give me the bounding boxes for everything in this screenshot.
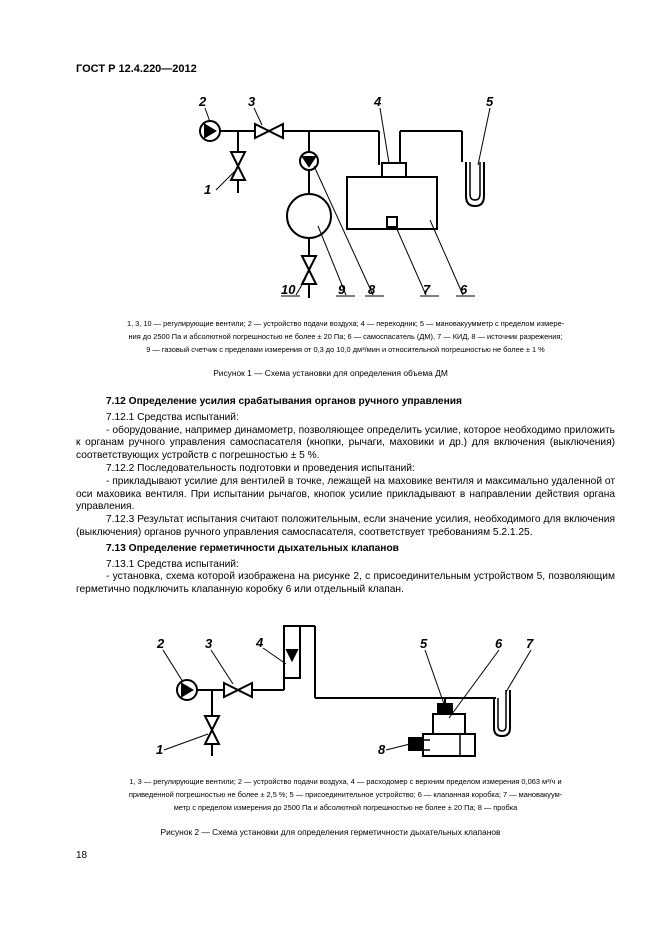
fig1-label-8: 8 [368, 282, 376, 297]
document-header: ГОСТ Р 12.4.220—2012 [76, 63, 197, 75]
valve-3 [255, 124, 283, 138]
figure-2-diagram [0, 620, 661, 770]
fig1-label-7: 7 [423, 282, 431, 297]
fig2-valve-3 [224, 683, 252, 697]
section-7-13-1-text: - установка, схема которой изображена на рисунке 2, с присоединительным устройством 5, позволяющим герметично подключить клапанную коробку 6 или отдельный клапан. [76, 571, 615, 596]
fig1-label-5: 5 [486, 94, 494, 109]
page-number: 18 [76, 850, 88, 861]
figure-1-legend [76, 317, 615, 356]
fig2-plug-8 [409, 738, 423, 750]
fig1-label-3: 3 [248, 94, 256, 109]
fig1-legend-line-2: ния до 2500 Па и абсолютной погрешностью не более ± 20 Па; 6 — самоспасатель (ДМ), 7 — КИД, 8 — источник разрежения; [128, 332, 563, 341]
figure-2-caption: Рисунок 2 — Схема установки для определения герметичности дыхательных клапанов [160, 827, 501, 837]
section-7-12-1-text: - оборудование, например динамометр, позволяющее определить усилие, которое необходимо приложить к органам ручного управления самоспасателя (кнопки, рычаги, маховики и др.) для включения (выключения) соответствующих устройств с погрешностью ± 5 %. [76, 424, 615, 462]
fig2-valve-1 [205, 716, 219, 744]
fig2-label-6: 6 [495, 636, 503, 651]
fig2-label-8: 8 [378, 742, 386, 757]
valve-1 [231, 152, 245, 180]
fig2-legend-line-3: метр с пределом измерения до 2500 Па и абсолютной погрешностью не более ± 20 Па; 8 — пробка [173, 803, 518, 812]
fig1-legend-line-1: 1, 3, 10 — регулирующие вентили; 2 — устройство подачи воздуха; 4 — переходник; 5 — мановакуумметр с пределом измере- [126, 319, 565, 328]
section-7-13-title: 7.13 Определение герметичности дыхательных клапанов [106, 542, 399, 554]
valve-10 [302, 256, 316, 284]
fig2-label-2: 2 [157, 636, 165, 651]
fig2-legend-line-1: 1, 3 — регулирующие вентили; 2 — устройство подачи воздуха, 4 — расходомер с верхним пределом измерения 0,063 м³/ч и [129, 777, 562, 786]
fig1-label-10: 10 [281, 282, 296, 297]
section-7-12-2-text: - прикладывают усилие для вентилей в точке, лежащей на маховике вентиля и максимально удаленной от оси маховика вентиля. При испытании рычагов, кнопок усилие прикладывают в направлении действия органа управления. [76, 475, 615, 513]
fig1-label-1: 1 [204, 182, 212, 197]
section-7-12-2: 7.12.2 Последовательность подготовки и проведения испытаний: [106, 462, 415, 474]
figure-1-diagram [0, 90, 661, 310]
fig1-label-4: 4 [374, 94, 382, 109]
section-7-12-3: 7.12.3 Результат испытания считают положительным, если значение усилия, необходимого для включения (выключения) органов ручного управления самоспасателя, соответствует требованиям 5.2.1.25. [76, 514, 615, 538]
gas-meter-9 [287, 194, 331, 238]
figure-1-caption: Рисунок 1 — Схема установки для определения объема ДМ [213, 368, 448, 378]
section-7-12-title: 7.12 Определение усилия срабатывания органов ручного управления [106, 396, 462, 407]
self-rescuer-box-6 [347, 177, 437, 229]
section-7-12-1: 7.12.1 Средства испытаний: [106, 411, 239, 423]
fig2-label-4: 4 [256, 635, 264, 650]
fig2-label-7: 7 [526, 636, 534, 651]
adapter-4 [382, 163, 406, 177]
fig2-valve-box-6 [423, 734, 475, 756]
fig1-legend-line-3: 9 — газовый счетчик с пределами измерения от 0,3 до 10,0 дм³/мин и относительной погрешностью не более ± 1 % [146, 345, 545, 354]
figure-2-svg [0, 620, 661, 770]
figure-1-svg [0, 90, 661, 310]
fig2-label-5: 5 [420, 636, 428, 651]
fig2-legend-line-2: приведенной погрешностью не более ± 2,5 %; 5 — присоединительное устройство; 6 — клапанная коробка; 7 — мановакуум- [128, 790, 563, 799]
fig2-connector-5 [438, 704, 452, 714]
fig1-label-9: 9 [338, 282, 346, 297]
fig2-valve-box-6-top [433, 714, 465, 734]
section-7-13-1: 7.13.1 Средства испытаний: [106, 558, 239, 570]
pump-triangle [205, 125, 215, 137]
section-7-12 [76, 396, 615, 597]
fig1-label-2: 2 [199, 94, 207, 109]
fig2-label-3: 3 [205, 636, 213, 651]
kid-7 [387, 217, 397, 227]
fig2-label-1: 1 [156, 742, 164, 757]
fig1-label-6: 6 [460, 282, 468, 297]
figure-2-legend [76, 775, 615, 814]
